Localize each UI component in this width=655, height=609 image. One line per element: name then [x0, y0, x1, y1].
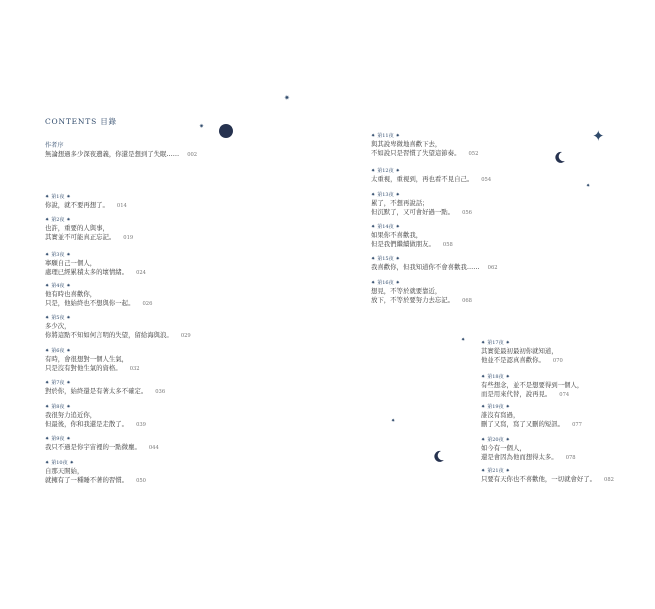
entry-line [481, 411, 582, 420]
entry-text: 放下，不等於要努力去忘記。 [371, 296, 455, 305]
entry-text: 有時，會很想對一個人生氣， [45, 355, 129, 363]
entry-line [481, 453, 576, 463]
night-number: 第19夜 [487, 404, 504, 410]
sparkle-icon: ✦ [592, 127, 605, 145]
night-label [45, 217, 133, 224]
page-number: 068 [462, 298, 472, 305]
night-label [371, 280, 472, 287]
page-number: 036 [155, 389, 166, 395]
toc-entry[interactable] [45, 380, 165, 397]
star-icon: ✷ [371, 256, 376, 262]
night-number: 第16夜 [377, 280, 394, 286]
star-icon: ✷ [481, 340, 486, 346]
star-icon: ✷ [66, 315, 71, 321]
entry-text: 你說，就不要再想了。 [45, 201, 109, 209]
entry-text: 累了，不想再說話； [371, 199, 429, 207]
entry-text: 對於你，始終還是有著太多不確定。 [45, 387, 148, 395]
toc-entry[interactable] [481, 374, 583, 400]
entry-line [45, 467, 146, 476]
entry-text: 但沉默了，又可會好過一點。 [371, 208, 455, 217]
entry-text: 我只不過是你宇宙裡的一點微塵。 [45, 443, 141, 451]
night-label [371, 224, 453, 231]
night-label [45, 436, 159, 443]
night-label [45, 404, 146, 411]
contents-title: CONTENTS 目錄 [45, 117, 117, 126]
night-number: 第20夜 [487, 437, 504, 443]
entry-text: 但是我們繼續做朋友。 [371, 240, 435, 249]
entry-line [371, 208, 472, 218]
entry-text: 其實從最初最初你就知道， [481, 347, 558, 355]
entry-text: 處理已經累積太多的壞情緒。 [45, 268, 129, 277]
star-icon: ✷ [395, 224, 400, 230]
toc-entry[interactable] [45, 194, 127, 211]
star-icon: ✷ [66, 283, 71, 289]
night-number: 第12夜 [377, 168, 394, 174]
entry-line [371, 140, 478, 149]
night-label [371, 256, 498, 263]
entry-text: 只要有天你也不喜歡他，一切就會好了。 [481, 475, 597, 483]
entry-text: 我很努力追近你， [45, 411, 97, 419]
star-icon: ✷ [481, 404, 486, 410]
night-label [45, 194, 127, 201]
star-icon: ✷ [45, 252, 50, 258]
night-label [45, 348, 140, 355]
star-icon: ✷ [66, 217, 71, 223]
star-icon: ✷ [66, 404, 71, 410]
night-number: 第11夜 [377, 133, 394, 139]
star-icon: ✷ [371, 133, 376, 139]
toc-entry[interactable] [371, 280, 472, 306]
star-icon: ✷ [371, 224, 376, 230]
entry-line [371, 287, 472, 296]
entry-line [481, 356, 563, 366]
entry-line [45, 233, 133, 243]
entry-text: 誰沒有寫過， [481, 411, 520, 419]
toc-entry[interactable] [371, 224, 453, 250]
page-number: 032 [129, 366, 140, 373]
toc-entry[interactable] [481, 468, 614, 485]
sparkle-icon: ✷ [461, 337, 466, 343]
star-icon: ✷ [66, 252, 71, 258]
entry-text: 有些想念，並不是想要得到一個人， [481, 381, 584, 389]
star-icon: ✷ [66, 380, 71, 386]
toc-entry[interactable] [481, 437, 576, 463]
entry-text: 寧願自己一個人， [45, 259, 97, 267]
star-icon: ✷ [45, 348, 50, 354]
night-label [45, 380, 165, 387]
toc-entry[interactable] [45, 217, 133, 243]
page-number: 044 [148, 445, 159, 451]
night-number: 第14夜 [377, 224, 394, 230]
star-icon: ✷ [45, 460, 50, 466]
star-icon: ✷ [395, 192, 400, 198]
star-icon: ✷ [505, 437, 510, 443]
star-icon: ✷ [481, 374, 486, 380]
page-number: 024 [136, 270, 146, 277]
night-label [371, 133, 478, 140]
page-number: 050 [136, 478, 146, 485]
star-icon: ✷ [371, 192, 376, 198]
star-icon: ✷ [66, 436, 71, 442]
entry-line [45, 355, 140, 364]
night-label [481, 404, 582, 411]
star-icon: ✷ [45, 283, 50, 289]
toc-entry[interactable] [371, 192, 472, 218]
toc-entry[interactable] [371, 168, 491, 185]
entry-line [481, 475, 614, 485]
toc-entry[interactable] [45, 460, 146, 486]
preface-text: 無論想過多少深夜遺義，你還是想到了失眠…… [45, 150, 180, 158]
page-number: 082 [604, 477, 614, 483]
toc-entry[interactable] [45, 283, 152, 309]
star-icon: ✷ [45, 380, 50, 386]
entry-line [45, 411, 146, 420]
star-icon: ✷ [66, 348, 71, 354]
entry-line [45, 476, 146, 486]
night-number: 第1夜 [51, 194, 65, 200]
entry-text: 也許，重要的人與事， [45, 224, 109, 232]
entry-text: 刪了又寫，寫了又刪的短訊。 [481, 420, 565, 429]
entry-line [371, 296, 472, 306]
entry-text: 只是沒有對他生氣的資格。 [45, 364, 122, 373]
night-number: 第5夜 [51, 315, 65, 321]
entry-text: 不如說只是習慣了失望這節奏。 [371, 149, 461, 158]
night-label [371, 192, 472, 199]
night-number: 第9夜 [51, 436, 65, 442]
toc-entry[interactable] [45, 252, 146, 278]
entry-text: 想見，不等於就要靠近， [371, 287, 442, 295]
toc-entry[interactable] [45, 404, 146, 430]
entry-line [45, 443, 159, 453]
star-icon: ✷ [45, 194, 50, 200]
entry-line [371, 263, 498, 273]
entry-text: 還是會因為他而想得太多。 [481, 453, 558, 462]
star-icon: ✷ [371, 168, 376, 174]
entry-text: 而是用來代替，說再見。 [481, 390, 552, 399]
night-label [371, 168, 491, 175]
toc-entry[interactable] [45, 348, 140, 374]
night-number: 第13夜 [377, 192, 394, 198]
night-number: 第4夜 [51, 283, 65, 289]
star-icon: ✷ [45, 404, 50, 410]
star-icon: ✷ [481, 468, 486, 474]
page-number: 019 [123, 235, 134, 242]
entry-text: 他有時也喜歡你， [45, 290, 97, 298]
preface-entry[interactable] [45, 142, 197, 160]
night-label [481, 374, 583, 381]
page-number: 054 [481, 177, 492, 183]
star-icon: ✷ [505, 374, 510, 380]
star-icon: ✷ [505, 468, 510, 474]
entry-text: 與其說卑微地喜歡下去， [371, 140, 442, 148]
sparkle-icon: ✷ [586, 183, 591, 189]
page-number: 078 [565, 455, 576, 462]
entry-text: 就擁有了一種睡不著的習慣。 [45, 476, 129, 485]
star-icon: ✷ [505, 340, 510, 346]
night-label [45, 283, 152, 290]
page-number: 077 [572, 422, 582, 429]
star-icon: ✷ [69, 460, 74, 466]
page-number: 074 [559, 392, 570, 399]
star-icon: ✷ [505, 404, 510, 410]
night-label [481, 437, 576, 444]
entry-line [45, 322, 191, 331]
crescent-moon-icon [553, 150, 567, 164]
entry-line [45, 290, 152, 299]
night-number: 第15夜 [377, 256, 394, 262]
entry-text: 他並不是認真喜歡你。 [481, 356, 545, 365]
star-icon: ✷ [395, 168, 400, 174]
entry-line [371, 175, 491, 185]
entry-line [45, 268, 146, 278]
entry-text: 如今有一個人， [481, 444, 526, 452]
page-number: 026 [142, 301, 153, 308]
night-number: 第17夜 [487, 340, 504, 346]
night-number: 第8夜 [51, 404, 65, 410]
page-number: 014 [116, 203, 127, 209]
page-number: 029 [180, 333, 191, 340]
preface-line [45, 150, 197, 160]
night-number: 第7夜 [51, 380, 65, 386]
night-number: 第6夜 [51, 348, 65, 354]
entry-text: 我喜歡你，但我知道你不會喜歡我…… [371, 263, 480, 271]
entry-line [45, 420, 146, 430]
entry-line [45, 331, 191, 341]
entry-line [481, 420, 582, 430]
entry-text: 其實並不可能真正忘記。 [45, 233, 116, 242]
entry-line [45, 259, 146, 268]
sparkle-icon: ✷ [391, 418, 396, 424]
toc-entry[interactable] [371, 256, 498, 273]
entry-line [45, 387, 165, 397]
night-number: 第10夜 [51, 460, 68, 466]
night-number: 第21夜 [487, 468, 504, 474]
night-label [45, 252, 146, 259]
star-icon: ✷ [66, 194, 71, 200]
entry-text: 如果你不喜歡我， [371, 231, 423, 239]
night-label [481, 468, 614, 475]
star-icon: ✷ [395, 256, 400, 262]
night-number: 第2夜 [51, 217, 65, 223]
sparkle-icon: ✷ [199, 123, 205, 130]
entry-line [371, 240, 453, 250]
entry-line [45, 201, 127, 211]
page-number: 056 [462, 210, 472, 217]
page-number: 052 [468, 151, 479, 158]
page-number: 039 [136, 422, 146, 429]
preface-label: 作者序 [45, 142, 64, 149]
entry-line [481, 444, 576, 453]
night-number: 第3夜 [51, 252, 65, 258]
sparkle-icon: ✷ [284, 94, 290, 102]
night-label [45, 315, 191, 322]
star-icon: ✷ [371, 280, 376, 286]
entry-line [45, 364, 140, 374]
entry-line [481, 381, 583, 390]
entry-line [481, 390, 583, 400]
star-icon: ✷ [395, 133, 400, 139]
page-number: 062 [487, 265, 498, 271]
entry-text: 你將這點不知如何言明的失望，留給海與浪。 [45, 331, 173, 340]
entry-line [371, 231, 453, 240]
star-icon: ✷ [45, 436, 50, 442]
entry-line [45, 224, 133, 233]
star-icon: ✷ [481, 437, 486, 443]
entry-line [481, 347, 563, 356]
toc-entry[interactable] [371, 133, 478, 159]
night-label [481, 340, 563, 347]
star-icon: ✷ [45, 315, 50, 321]
page-number: 070 [552, 358, 563, 365]
entry-text: 多少次， [45, 322, 71, 330]
night-label [45, 460, 146, 467]
toc-entry[interactable] [45, 436, 159, 453]
entry-line [45, 299, 152, 309]
entry-line [371, 199, 472, 208]
night-number: 第18夜 [487, 374, 504, 380]
entry-text: 只是，他始終也不想與你一起。 [45, 299, 135, 308]
entry-text: 太重視，重視到，再也看不見自己。 [371, 175, 474, 183]
page-number: 002 [187, 152, 198, 158]
full-moon-icon [219, 124, 233, 138]
entry-text: 自那天開始， [45, 467, 84, 475]
star-icon: ✷ [45, 217, 50, 223]
entry-text: 但最後，你和我還是走散了。 [45, 420, 129, 429]
star-icon: ✷ [395, 280, 400, 286]
entry-line [371, 149, 478, 159]
toc-entry[interactable] [481, 404, 582, 430]
page-number: 058 [442, 242, 453, 249]
toc-entry[interactable] [45, 315, 191, 341]
crescent-moon-icon [432, 449, 446, 463]
toc-entry[interactable] [481, 340, 563, 366]
